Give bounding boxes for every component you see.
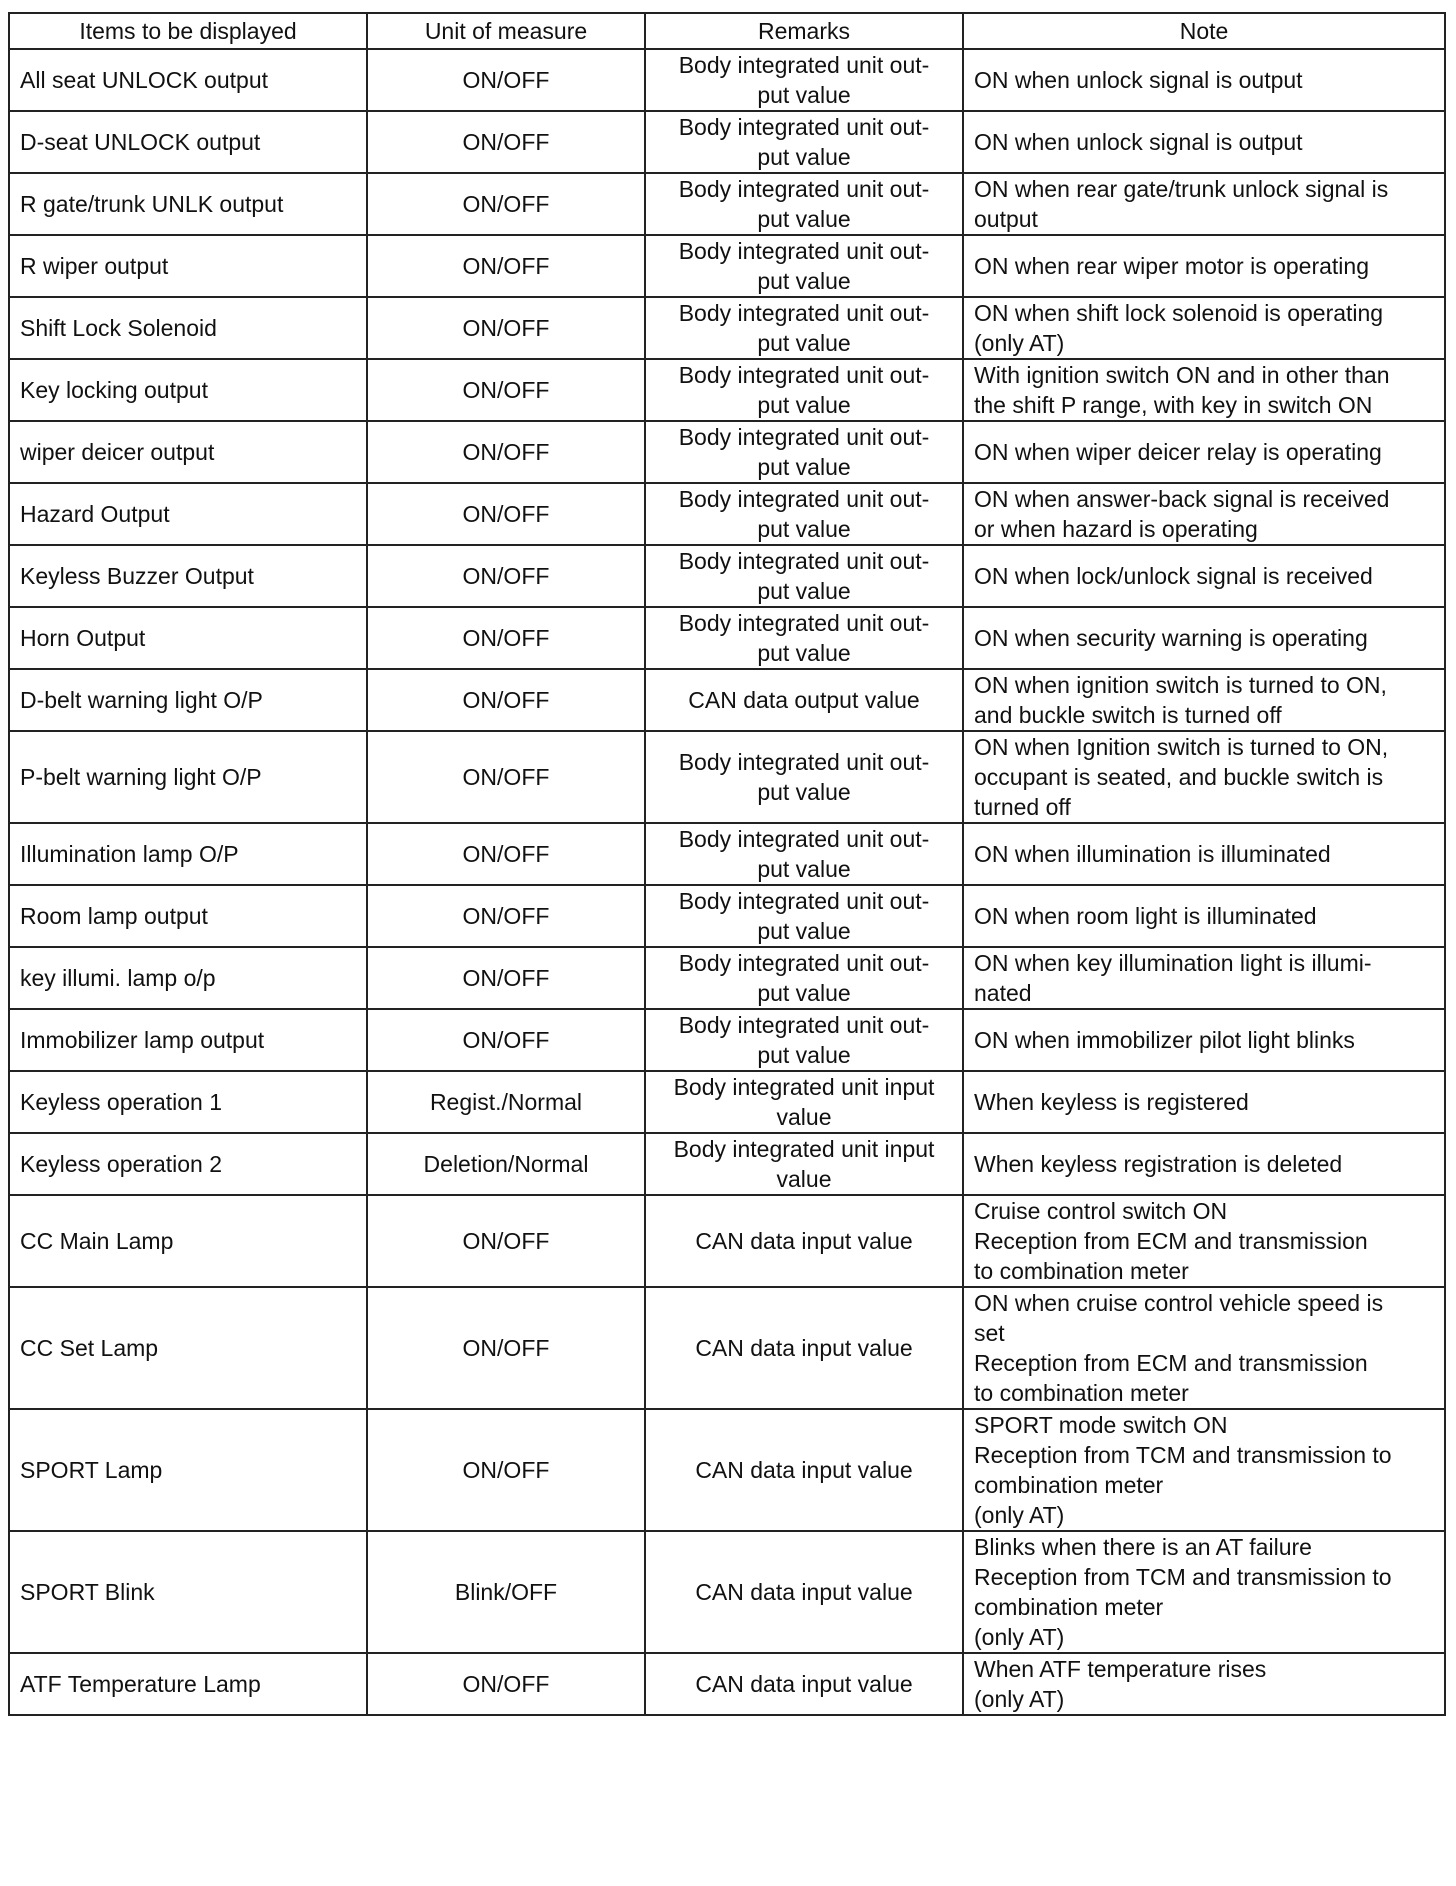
item-cell: wiper deicer output <box>9 421 367 483</box>
note-line: to combination meter <box>974 1258 1189 1284</box>
note-cell <box>963 1071 1445 1133</box>
table-header-row <box>9 13 1445 49</box>
note-cell <box>963 173 1445 235</box>
unit-cell: ON/OFF <box>367 173 645 235</box>
table-row <box>9 1531 1445 1653</box>
item-cell: CC Set Lamp <box>9 1287 367 1409</box>
table-row <box>9 545 1445 607</box>
note-cell <box>963 1531 1445 1653</box>
table-row <box>9 483 1445 545</box>
note-line: output <box>974 206 1038 232</box>
remarks-line: Body integrated unit out- <box>678 300 930 326</box>
note-cell <box>963 297 1445 359</box>
note-line: (only AT) <box>974 1502 1065 1528</box>
note-line: Reception from ECM and transmission <box>974 1228 1368 1254</box>
display-items-table <box>8 12 1446 1716</box>
remarks-line: put value <box>757 640 851 666</box>
unit-cell: ON/OFF <box>367 947 645 1009</box>
remarks-cell <box>645 297 963 359</box>
note-line: turned off <box>974 794 1071 820</box>
note-cell <box>963 823 1445 885</box>
item-cell: Horn Output <box>9 607 367 669</box>
table-row <box>9 669 1445 731</box>
remarks-line: put value <box>757 268 851 294</box>
note-line: ON when immobilizer pilot light blinks <box>974 1027 1355 1053</box>
remarks-line: CAN data input value <box>695 1228 913 1254</box>
remarks-cell <box>645 669 963 731</box>
header-items: Items to be displayed <box>9 13 367 49</box>
note-line: combination meter <box>974 1594 1164 1620</box>
note-line: set <box>974 1320 1005 1346</box>
remarks-line: put value <box>757 779 851 805</box>
note-cell <box>963 421 1445 483</box>
remarks-line: put value <box>757 980 851 1006</box>
note-cell <box>963 111 1445 173</box>
remarks-cell <box>645 947 963 1009</box>
remarks-cell <box>645 823 963 885</box>
unit-cell: ON/OFF <box>367 421 645 483</box>
remarks-cell <box>645 483 963 545</box>
table-row <box>9 1133 1445 1195</box>
item-cell: Room lamp output <box>9 885 367 947</box>
note-line: Reception from TCM and transmission to <box>974 1564 1392 1590</box>
remarks-cell <box>645 885 963 947</box>
unit-cell: ON/OFF <box>367 111 645 173</box>
note-line: ON when wiper deicer relay is operating <box>974 439 1382 465</box>
remarks-line: Body integrated unit input <box>673 1136 935 1162</box>
note-line: ON when cruise control vehicle speed is <box>974 1290 1384 1316</box>
remarks-line: Body integrated unit out- <box>678 548 930 574</box>
note-cell <box>963 235 1445 297</box>
note-line: occupant is seated, and buckle switch is <box>974 764 1384 790</box>
item-cell: R wiper output <box>9 235 367 297</box>
note-line: ON when unlock signal is output <box>974 129 1303 155</box>
remarks-line: put value <box>757 856 851 882</box>
table-row <box>9 1409 1445 1531</box>
unit-cell: ON/OFF <box>367 545 645 607</box>
table-row <box>9 885 1445 947</box>
table-row <box>9 947 1445 1009</box>
note-line: With ignition switch ON and in other than <box>974 362 1390 388</box>
table-row <box>9 1287 1445 1409</box>
remarks-line: put value <box>757 454 851 480</box>
note-cell <box>963 885 1445 947</box>
remarks-cell <box>645 1653 963 1715</box>
note-cell <box>963 545 1445 607</box>
remarks-line: CAN data input value <box>695 1579 913 1605</box>
note-line: the shift P range, with key in switch ON <box>974 392 1373 418</box>
item-cell: D-seat UNLOCK output <box>9 111 367 173</box>
remarks-cell <box>645 1195 963 1287</box>
remarks-line: Body integrated unit out- <box>678 176 930 202</box>
remarks-line: Body integrated unit out- <box>678 52 930 78</box>
remarks-line: value <box>776 1166 832 1192</box>
unit-cell: ON/OFF <box>367 1653 645 1715</box>
remarks-line: value <box>776 1104 832 1130</box>
remarks-cell <box>645 1071 963 1133</box>
table-row <box>9 111 1445 173</box>
note-line: SPORT mode switch ON <box>974 1412 1228 1438</box>
remarks-line: Body integrated unit out- <box>678 362 930 388</box>
item-cell: SPORT Blink <box>9 1531 367 1653</box>
note-line: ON when unlock signal is output <box>974 67 1303 93</box>
note-line: (only AT) <box>974 1624 1065 1650</box>
note-cell <box>963 1653 1445 1715</box>
note-line: (only AT) <box>974 1686 1065 1712</box>
note-cell <box>963 483 1445 545</box>
unit-cell: ON/OFF <box>367 885 645 947</box>
remarks-line: Body integrated unit out- <box>678 238 930 264</box>
note-line: ON when room light is illuminated <box>974 903 1317 929</box>
unit-cell: ON/OFF <box>367 359 645 421</box>
remarks-line: put value <box>757 330 851 356</box>
note-cell <box>963 359 1445 421</box>
note-line: combination meter <box>974 1472 1164 1498</box>
item-cell: Illumination lamp O/P <box>9 823 367 885</box>
remarks-cell <box>645 1287 963 1409</box>
remarks-cell <box>645 607 963 669</box>
remarks-cell <box>645 235 963 297</box>
item-cell: Keyless operation 1 <box>9 1071 367 1133</box>
remarks-line: Body integrated unit out- <box>678 486 930 512</box>
remarks-line: put value <box>757 206 851 232</box>
note-line: ON when answer-back signal is received <box>974 486 1390 512</box>
remarks-line: Body integrated unit out- <box>678 888 930 914</box>
remarks-line: put value <box>757 516 851 542</box>
note-line: ON when Ignition switch is turned to ON, <box>974 734 1389 760</box>
note-line: When ATF temperature rises <box>974 1656 1267 1682</box>
remarks-cell <box>645 1009 963 1071</box>
remarks-line: Body integrated unit out- <box>678 610 930 636</box>
note-cell <box>963 947 1445 1009</box>
unit-cell: ON/OFF <box>367 1195 645 1287</box>
unit-cell: ON/OFF <box>367 731 645 823</box>
unit-cell: ON/OFF <box>367 49 645 111</box>
item-cell: R gate/trunk UNLK output <box>9 173 367 235</box>
remarks-cell <box>645 49 963 111</box>
note-cell <box>963 607 1445 669</box>
note-cell <box>963 1409 1445 1531</box>
note-cell <box>963 669 1445 731</box>
item-cell: Key locking output <box>9 359 367 421</box>
header-unit: Unit of measure <box>367 13 645 49</box>
note-line: Blinks when there is an AT failure <box>974 1534 1312 1560</box>
note-cell <box>963 1133 1445 1195</box>
unit-cell: ON/OFF <box>367 483 645 545</box>
unit-cell: ON/OFF <box>367 297 645 359</box>
note-line: ON when illumination is illuminated <box>974 841 1331 867</box>
remarks-line: put value <box>757 578 851 604</box>
table-row <box>9 1653 1445 1715</box>
header-note: Note <box>963 13 1445 49</box>
remarks-cell <box>645 545 963 607</box>
table-row <box>9 1071 1445 1133</box>
note-cell <box>963 1287 1445 1409</box>
item-cell: Immobilizer lamp output <box>9 1009 367 1071</box>
remarks-cell <box>645 731 963 823</box>
table-row <box>9 1195 1445 1287</box>
table-row <box>9 731 1445 823</box>
unit-cell: Blink/OFF <box>367 1531 645 1653</box>
item-cell: SPORT Lamp <box>9 1409 367 1531</box>
remarks-line: put value <box>757 82 851 108</box>
item-cell: key illumi. lamp o/p <box>9 947 367 1009</box>
remarks-cell <box>645 421 963 483</box>
remarks-line: put value <box>757 144 851 170</box>
item-cell: Shift Lock Solenoid <box>9 297 367 359</box>
note-line: (only AT) <box>974 330 1065 356</box>
note-line: ON when key illumination light is illumi- <box>974 950 1372 976</box>
unit-cell: ON/OFF <box>367 1009 645 1071</box>
note-cell <box>963 49 1445 111</box>
table-row <box>9 1009 1445 1071</box>
remarks-line: CAN data input value <box>695 1457 913 1483</box>
note-line: ON when rear gate/trunk unlock signal is <box>974 176 1389 202</box>
unit-cell: ON/OFF <box>367 669 645 731</box>
note-line: or when hazard is operating <box>974 516 1258 542</box>
remarks-line: Body integrated unit out- <box>678 826 930 852</box>
unit-cell: ON/OFF <box>367 1287 645 1409</box>
unit-cell: ON/OFF <box>367 1409 645 1531</box>
note-line: Reception from TCM and transmission to <box>974 1442 1392 1468</box>
item-cell: D-belt warning light O/P <box>9 669 367 731</box>
unit-cell: ON/OFF <box>367 607 645 669</box>
note-line: ON when ignition switch is turned to ON, <box>974 672 1387 698</box>
remarks-line: Body integrated unit out- <box>678 749 930 775</box>
remarks-line: Body integrated unit input <box>673 1074 935 1100</box>
table-row <box>9 49 1445 111</box>
remarks-line: put value <box>757 1042 851 1068</box>
table-row <box>9 173 1445 235</box>
item-cell: P-belt warning light O/P <box>9 731 367 823</box>
item-cell: ATF Temperature Lamp <box>9 1653 367 1715</box>
note-line: to combination meter <box>974 1380 1189 1406</box>
remarks-line: Body integrated unit out- <box>678 1012 930 1038</box>
item-cell: Hazard Output <box>9 483 367 545</box>
remarks-line: put value <box>757 392 851 418</box>
table-row <box>9 359 1445 421</box>
table-row <box>9 235 1445 297</box>
unit-cell: ON/OFF <box>367 823 645 885</box>
remarks-cell <box>645 1133 963 1195</box>
note-line: ON when shift lock solenoid is operating <box>974 300 1384 326</box>
header-remarks: Remarks <box>645 13 963 49</box>
remarks-cell <box>645 1409 963 1531</box>
remarks-cell <box>645 1531 963 1653</box>
note-cell <box>963 1195 1445 1287</box>
note-line: ON when rear wiper motor is operating <box>974 253 1369 279</box>
remarks-line: put value <box>757 918 851 944</box>
remarks-line: Body integrated unit out- <box>678 950 930 976</box>
remarks-cell <box>645 111 963 173</box>
unit-cell: Regist./Normal <box>367 1071 645 1133</box>
note-line: ON when lock/unlock signal is received <box>974 563 1373 589</box>
remarks-line: CAN data input value <box>695 1671 913 1697</box>
note-line: ON when security warning is operating <box>974 625 1368 651</box>
note-line: When keyless registration is deleted <box>974 1151 1343 1177</box>
table-row <box>9 421 1445 483</box>
note-line: nated <box>974 980 1032 1006</box>
note-line: and buckle switch is turned off <box>974 702 1282 728</box>
item-cell: All seat UNLOCK output <box>9 49 367 111</box>
table-row <box>9 297 1445 359</box>
unit-cell: ON/OFF <box>367 235 645 297</box>
item-cell: CC Main Lamp <box>9 1195 367 1287</box>
table-row <box>9 823 1445 885</box>
item-cell: Keyless operation 2 <box>9 1133 367 1195</box>
unit-cell: Deletion/Normal <box>367 1133 645 1195</box>
remarks-cell <box>645 359 963 421</box>
note-line: Reception from ECM and transmission <box>974 1350 1368 1376</box>
remarks-line: CAN data output value <box>688 687 920 713</box>
note-cell <box>963 731 1445 823</box>
note-cell <box>963 1009 1445 1071</box>
note-line: When keyless is registered <box>974 1089 1249 1115</box>
item-cell: Keyless Buzzer Output <box>9 545 367 607</box>
table-row <box>9 607 1445 669</box>
remarks-cell <box>645 173 963 235</box>
remarks-line: Body integrated unit out- <box>678 424 930 450</box>
remarks-line: Body integrated unit out- <box>678 114 930 140</box>
remarks-line: CAN data input value <box>695 1335 913 1361</box>
note-line: Cruise control switch ON <box>974 1198 1228 1224</box>
